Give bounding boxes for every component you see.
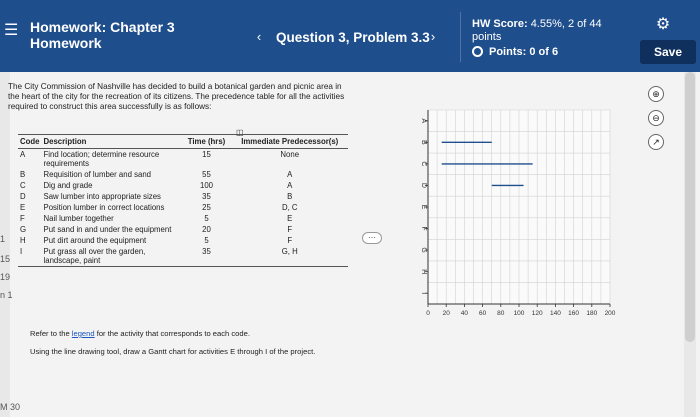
- x-tick-label: 180: [586, 310, 598, 317]
- instruction-text: Using the line drawing tool, draw a Gantt chart for activities E through I of the project.: [30, 347, 316, 356]
- row-code: F: [20, 214, 25, 223]
- row-code: A: [20, 150, 26, 159]
- scrollbar-thumb[interactable]: [685, 72, 695, 342]
- hamburger-menu-icon[interactable]: ☰: [4, 22, 19, 39]
- header-divider: [460, 12, 461, 62]
- x-tick-label: 160: [568, 310, 580, 317]
- x-tick-label: 200: [604, 310, 616, 317]
- row-code: H: [20, 236, 26, 245]
- x-tick-label: 80: [497, 310, 505, 317]
- x-tick-label: 60: [478, 310, 487, 317]
- table-row: [18, 246, 348, 267]
- row-description: Put sand in and under the equipment: [43, 225, 172, 234]
- row-predecessors: B: [287, 192, 293, 201]
- col-code: Code: [18, 135, 42, 149]
- legend-note-pre: Refer to the: [30, 329, 72, 338]
- question-area: [0, 72, 700, 417]
- legend-note-post: for the activity that corresponds to each code.: [94, 329, 250, 338]
- category-label: I: [420, 292, 427, 295]
- hw-score-label: HW Score:: [472, 18, 531, 30]
- points-label: Points: 0 of 6: [489, 46, 559, 58]
- hw-score: [472, 18, 612, 44]
- row-time: 35: [182, 246, 232, 267]
- table-row: [18, 224, 348, 235]
- hw-score-unit: points: [472, 31, 502, 43]
- row-predecessors: D, C: [281, 203, 298, 212]
- row-description: Nail lumber together: [43, 214, 114, 223]
- top-bar: [0, 0, 700, 72]
- row-predecessors: A: [287, 170, 293, 179]
- row-description: Put grass all over the garden, landscape, paint: [42, 246, 182, 267]
- homework-title-bold: Chapter 3: [110, 19, 175, 35]
- row-description: Requisition of lumber and sand: [43, 170, 151, 179]
- zoom-out-icon[interactable]: ⊖: [648, 110, 664, 126]
- row-description: Saw lumber into appropriate sizes: [43, 192, 161, 201]
- points-ring-icon: [472, 46, 483, 57]
- chevron-left-icon[interactable]: ‹: [256, 29, 262, 44]
- row-code: D: [20, 192, 26, 201]
- col-description: Description: [42, 135, 182, 149]
- row-code: I: [18, 246, 42, 267]
- row-code: B: [20, 170, 26, 179]
- row-time: 55: [202, 170, 211, 179]
- row-predecessors: E: [287, 214, 293, 223]
- category-label: E: [420, 204, 427, 210]
- x-tick-label: 20: [442, 310, 450, 317]
- precedence-table: [18, 134, 348, 267]
- left-fragment: 19: [0, 272, 11, 282]
- left-panel-edge: [0, 72, 10, 417]
- row-time: 35: [202, 192, 211, 201]
- chevron-right-icon[interactable]: ›: [430, 29, 436, 44]
- table-row: [18, 235, 348, 246]
- legend-note: [30, 329, 250, 338]
- category-label: F: [420, 226, 427, 231]
- row-predecessors: F: [287, 225, 293, 234]
- table-row: [18, 180, 348, 191]
- row-description: Position lumber in correct locations: [43, 203, 165, 212]
- category-label: A: [420, 118, 427, 124]
- row-predecessors: None: [280, 150, 300, 159]
- category-label: G: [420, 247, 427, 253]
- zoom-in-icon[interactable]: ⊕: [648, 86, 664, 102]
- col-time: Time (hrs): [182, 135, 232, 149]
- copy-table-icon[interactable]: ◫: [236, 128, 244, 137]
- row-time: 15: [202, 150, 211, 159]
- category-label: C: [420, 161, 427, 167]
- category-label: H: [420, 269, 427, 275]
- left-fragment: 15: [0, 254, 11, 264]
- homework-subtitle: Homework: [30, 35, 102, 51]
- row-time: 100: [199, 181, 213, 190]
- x-tick-label: 140: [549, 310, 561, 317]
- left-fragment: n 1: [0, 290, 13, 300]
- row-description: Find location; determine resource requirements: [43, 150, 160, 168]
- table-row: [18, 149, 348, 170]
- points-status: [472, 46, 558, 58]
- row-time: 5: [204, 236, 209, 245]
- table-row: [18, 213, 348, 224]
- row-time: 25: [202, 203, 211, 212]
- row-code: G: [20, 225, 27, 234]
- save-button[interactable]: Save: [640, 40, 696, 64]
- x-tick-label: 100: [513, 310, 525, 317]
- row-code: E: [20, 203, 26, 212]
- row-description: Put dirt around the equipment: [43, 236, 147, 245]
- legend-link[interactable]: legend: [71, 329, 95, 338]
- gantt-chart[interactable]: [390, 102, 630, 342]
- hw-score-value: 4.55%, 2 of 44: [530, 18, 602, 30]
- table-row: [18, 202, 348, 213]
- x-tick-label: 40: [460, 310, 469, 317]
- popout-icon[interactable]: ↗: [648, 134, 664, 150]
- row-time: 5: [204, 214, 209, 223]
- homework-title: [30, 20, 175, 34]
- col-predecessors: Immediate Predecessor(s): [232, 135, 349, 149]
- problem-intro: The City Commission of Nashville has decided to build a botanical garden and picnic area in the heart of the city for the recreation of its citizens. The precedence table for all the activities required to construct this area successfully is as follows:: [8, 82, 345, 111]
- row-predecessors: A: [287, 181, 293, 190]
- gantt-chart-svg[interactable]: [390, 102, 630, 342]
- homework-title-prefix: Homework:: [30, 19, 111, 35]
- x-tick-label: 0: [426, 310, 430, 317]
- gear-icon[interactable]: ⚙: [655, 16, 671, 33]
- category-label: D: [420, 182, 427, 188]
- row-time: 20: [202, 225, 211, 234]
- row-description: Dig and grade: [43, 181, 93, 190]
- left-fragment: 1: [0, 234, 6, 244]
- panel-expander-button[interactable]: ⋯: [362, 232, 382, 244]
- category-label: B: [420, 139, 427, 145]
- table-row: [18, 169, 348, 180]
- row-predecessors: G, H: [232, 246, 349, 267]
- table-row: [18, 191, 348, 202]
- question-label: Question 3, Problem 3.3: [276, 30, 430, 45]
- row-predecessors: F: [287, 236, 293, 245]
- x-tick-label: 120: [531, 310, 543, 317]
- left-fragment: M 30: [0, 402, 21, 412]
- row-code: C: [20, 181, 26, 190]
